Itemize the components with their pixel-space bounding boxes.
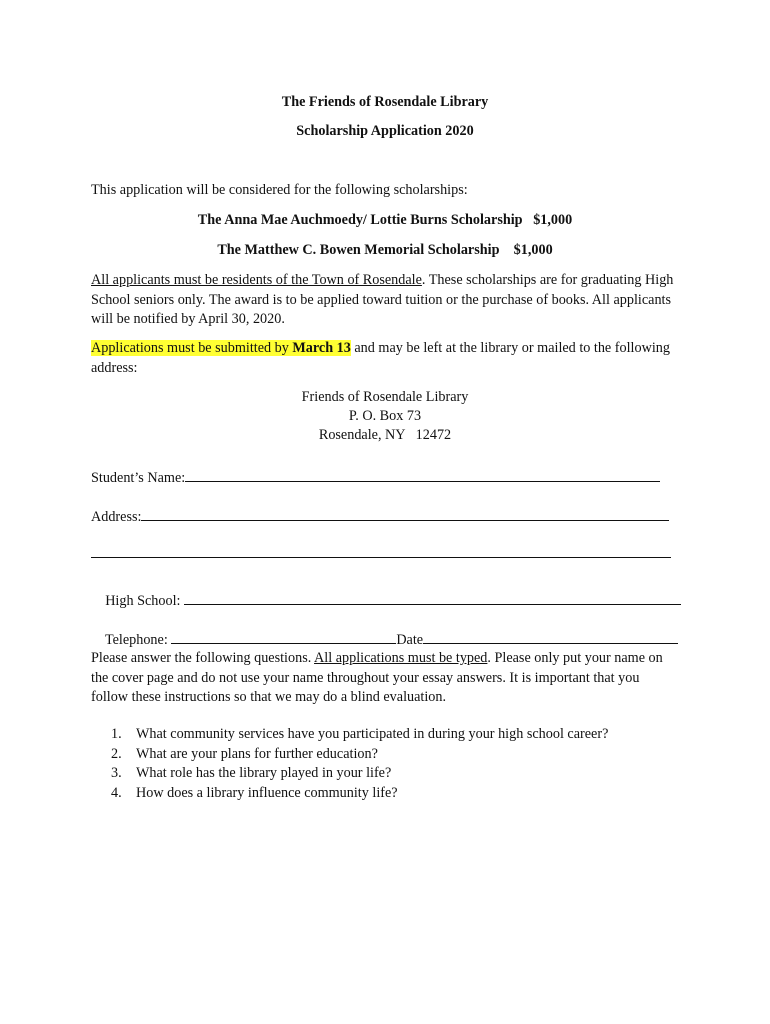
student-name-blank[interactable] bbox=[185, 466, 660, 482]
student-name-field bbox=[91, 466, 660, 487]
document-title: Scholarship Application 2020 bbox=[296, 123, 474, 139]
telephone-blank[interactable] bbox=[171, 628, 396, 644]
deadline-highlight: Applications must be submitted by bbox=[91, 340, 293, 356]
question-number: 2. bbox=[111, 745, 122, 762]
address-blank[interactable] bbox=[141, 505, 669, 521]
scholarship-1: The Anna Mae Auchmoedy/ Lottie Burns Scholarship $1,000 bbox=[197, 212, 573, 228]
student-name-label: Student’s Name: bbox=[91, 470, 186, 486]
essay-questions-list bbox=[111, 725, 608, 803]
high-school-blank[interactable] bbox=[184, 589, 681, 605]
high-school-label: High School: bbox=[105, 593, 185, 609]
instructions-underlined: All applications must be typed bbox=[314, 650, 488, 666]
mailing-address-line-3: Rosendale, NY 12472 bbox=[318, 427, 452, 443]
list-item bbox=[111, 745, 608, 765]
question-number: 1. bbox=[111, 726, 122, 742]
question-text: How does a library influence community life? bbox=[136, 784, 398, 801]
deadline-date: March 13 bbox=[292, 340, 351, 356]
question-number: 3. bbox=[111, 765, 122, 781]
telephone-label: Telephone: bbox=[104, 632, 172, 648]
org-heading: The Friends of Rosendale Library bbox=[281, 94, 489, 110]
intro-text: This application will be considered for the following scholarships: bbox=[91, 182, 468, 198]
instructions-part-2: . Please only put your name on the cover page and do not use your name throughout your essay answers. It is important that you follow these instructions so that we may do a blind evaluation. bbox=[91, 650, 663, 705]
question-text: What community services have you participated in during your high school career? bbox=[136, 726, 609, 742]
scholarship-2: The Matthew C. Bowen Memorial Scholarship $1,000 bbox=[217, 242, 553, 258]
list-item bbox=[111, 725, 608, 745]
mailing-address-line-1: Friends of Rosendale Library bbox=[301, 389, 469, 405]
address-field bbox=[91, 505, 669, 526]
eligibility-underlined: All applicants must be residents of the Town of Rosendale bbox=[91, 272, 422, 288]
deadline-rest: and may be left at the library or mailed to the following address: bbox=[91, 340, 670, 376]
eligibility-rest: . These scholarships are for graduating High School seniors only. The award is to be applied toward tuition or the purchase of books. All applicants will be notified by April 30, 2020. bbox=[91, 272, 674, 327]
mailing-address-line-2: P. O. Box 73 bbox=[348, 408, 422, 424]
eligibility-paragraph bbox=[91, 271, 681, 330]
question-text: What are your plans for further education? bbox=[136, 745, 378, 762]
list-item bbox=[111, 764, 608, 784]
address-second-line[interactable] bbox=[91, 557, 671, 558]
question-text: What role has the library played in your life? bbox=[136, 765, 392, 781]
deadline-paragraph bbox=[91, 339, 681, 378]
date-blank[interactable] bbox=[423, 628, 678, 644]
instructions-paragraph bbox=[91, 649, 671, 708]
instructions-part-1: Please answer the following questions. bbox=[91, 650, 315, 666]
date-label: Date bbox=[396, 632, 424, 648]
list-item bbox=[111, 784, 608, 804]
address-label: Address: bbox=[91, 509, 142, 525]
question-number: 4. bbox=[111, 784, 122, 801]
